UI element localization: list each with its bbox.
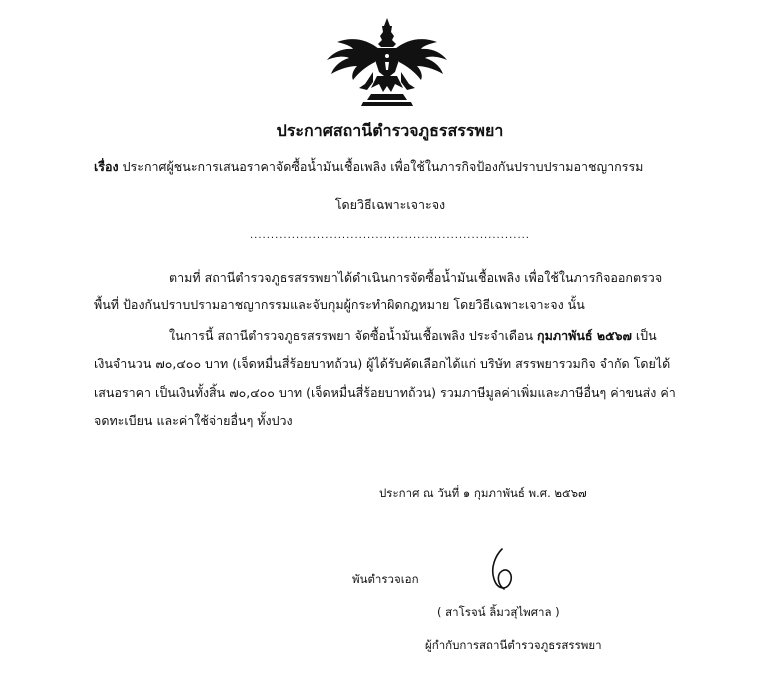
paragraph-2-line-4: จดทะเบียน และค่าใช้จ่ายอื่นๆ ทั้งปวง — [94, 413, 293, 428]
announcement-date: ประกาศ ณ วันที่ ๑ กุมภาพันธ์ พ.ศ. ๒๕๖๗ — [379, 486, 587, 500]
page-title: ประกาศสถานีตำรวจภูธรสรรพยา — [276, 121, 504, 140]
separator-line: ................................................................... — [250, 230, 530, 241]
paragraph-2-line-1 — [169, 326, 657, 346]
paragraph-1-line-2: พื้นที่ ป้องกันปราบปรามอาชญากรรมและจับกุมผู้กระทำผิดกฎหมาย โดยวิธีเฉพาะเจาะจง นั้น — [94, 297, 585, 312]
subject-label: เรื่อง — [94, 159, 119, 174]
paragraph-2-line-3: เสนอราคา เป็นเงินทั้งสิ้น ๗๐,๔๐๐ บาท (เจ็ดหมื่นสี่ร้อยบาทถ้วน) รวมภาษีมูลค่าเพิ่มและภาษีอื่นๆ ค่าขนส่ง ค่า — [94, 385, 676, 400]
subject-line-2: โดยวิธีเฉพาะเจาะจง — [334, 197, 446, 212]
signer-rank: พันตำรวจเอก — [352, 572, 419, 586]
handwritten-signature — [482, 545, 522, 595]
signer-position: ผู้กำกับการสถานีตำรวจภูธรสรรพยา — [425, 638, 602, 652]
subject-text: ประกาศผู้ชนะการเสนอราคาจัดซื้อน้ำมันเชื้อเพลิง เพื่อใช้ในภารกิจป้องกันปราบปรามอาชญากรรม — [122, 159, 644, 174]
subject-line — [94, 157, 643, 177]
paragraph-2-month: กุมภาพันธ์ ๒๕๖๗ — [537, 328, 632, 343]
garuda-emblem-icon — [323, 16, 451, 108]
paragraph-2-text: ในการนี้ สถานีตำรวจภูธรสรรพยา จัดซื้อน้ำมันเชื้อเพลิง ประจำเดือน — [169, 328, 534, 343]
signer-name: ( สาโรจน์ ลิ้มวสุไพศาล ) — [437, 605, 560, 619]
paragraph-1-line-1: ตามที่ สถานีตำรวจภูธรสรรพยาได้ดำเนินการจัดซื้อน้ำมันเชื้อเพลิง เพื่อใช้ในภารกิจออกตรวจ — [169, 270, 663, 285]
paragraph-2-line-2: เงินจำนวน ๗๐,๔๐๐ บาท (เจ็ดหมื่นสี่ร้อยบาทถ้วน) ผู้ได้รับคัดเลือกได้แก่ บริษัท สรรพยารวมกิจ จำกัด โดยได้ — [94, 356, 671, 371]
paragraph-2-text-end: เป็น — [635, 328, 657, 343]
